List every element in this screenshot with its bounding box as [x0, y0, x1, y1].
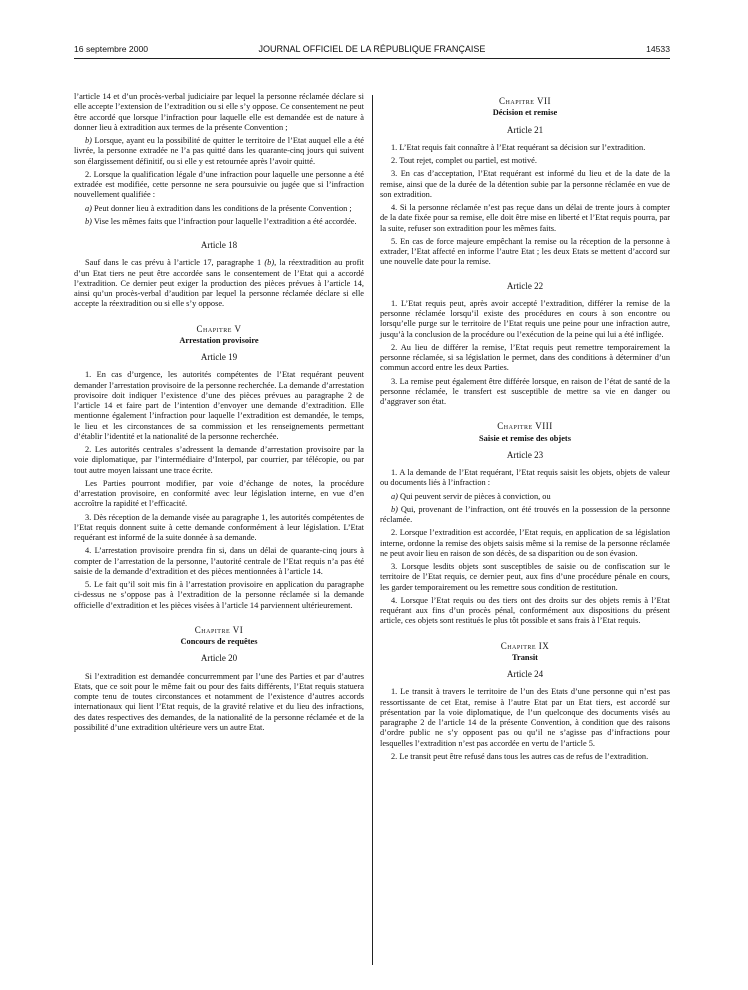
chapter-heading [380, 421, 670, 431]
item-label: b) [85, 136, 92, 145]
item-text: Qui peuvent servir de pièces à conviction, ou [397, 491, 551, 501]
item-label: a) [391, 491, 398, 501]
article-heading: Article 21 [506, 124, 544, 135]
paragraph: 4. Lorsque l’Etat requis ou des tiers ont des droits sur des objets remis à l’Etat requérant aux fins d’un procès pénal, conformément aux dispositions du présent article, ces objets sont restitués le plus tôt possible et sans frais à l’Etat requis. [380, 595, 670, 626]
paragraph [74, 204, 364, 214]
paragraph: 5. Le fait qu’il soit mis fin à l’arrestation provisoire en application du paragraphe ci-dessus ne s’oppose pas à l’extradition de la personne réclamée si la demande officielle d’extradition et les pièces visées à l’article 14 parviennent ultérieurement. [74, 580, 364, 610]
paragraph [74, 136, 364, 167]
paragraph: 3. Dès réception de la demande visée au paragraphe 1, les autorités compétentes de l’Etat requis donnent suite à cette demande conformément à leur législation. L’Etat requérant est informé de la suite donnée à sa demande. [74, 512, 364, 542]
page-number: 14533 [646, 44, 670, 54]
item-label: b) [85, 216, 92, 226]
paragraph: 2. Tout rejet, complet ou partiel, est motivé. [391, 156, 537, 165]
page-header [74, 41, 670, 59]
paragraph: 2. Lorsque l’extradition est accordée, l’Etat requis, en application de sa législation interne, ordonne la remise des objets saisis même si la remise de la personne réclamée ne peut avoir lieu en raison de son décès, de sa disparition ou de son évasion. [380, 528, 670, 558]
paragraph: 2. Lorsque la qualification légale d’une infraction pour laquelle une personne a été extradée est modifiée, cette personne ne sera poursuivie ou jugée que si l’infraction nouvellement qualifiée : [74, 169, 364, 200]
chapter-number: Chapitre V [196, 323, 242, 334]
paragraph: 1. Le transit à travers le territoire de l’un des Etats d’une personne qui n’est pas ressortissante de cet Etat, remise à l’autre Etat par un Etat tiers, est accordé sur présentation par la voie diplomatique, de l’un quelconque des documents visés au paragraphe 2 de l’article 14 de la présente Convention, à condition que des raisons d’ordre public ne s’y opposent pas ou qu’il ne s’agisse pas d’infractions pour lesquelles l’extradition n’est pas accordée en vertu de l’article 5. [380, 687, 670, 748]
paragraph-italic: (b), [264, 258, 277, 268]
paragraph: 1. En cas d’urgence, les autorités compétentes de l’Etat requérant peuvent demander l’arrestation provisoire de la personne recherchée. La demande d’arrestation provisoire doit indiquer l’existence d’une des pièces prévues au paragraphe 2 de l’article 14 et faire part de l’intention d’envoyer une demande d’extradition. Elle mentionne également l’infraction pour laquelle l’extradition est demandée, le temps, le lieu et les circonstances de sa commission et les renseignements permettant d’établir l’identité et la nationalité de la personne recherchée. [74, 370, 364, 441]
paragraph [74, 217, 364, 227]
paragraph: 4. L’arrestation provisoire prendra fin si, dans un délai de quarante-cinq jours à compter de l’arrestation de la personne, l’autorité centrale de l’Etat requis n’a pas été saisie de la demande d’extradition et des pièces mentionnées à l’article 14. [74, 546, 364, 576]
chapter-heading [380, 641, 670, 651]
chapter-heading [74, 625, 364, 635]
chapter-heading [380, 96, 670, 106]
paragraph-text: Sauf dans le cas prévu à l’article 17, paragraphe 1 [85, 258, 265, 268]
chapter-title: Concours de requêtes [180, 637, 258, 646]
paragraph: 3. La remise peut également être différée lorsque, en raison de l’état de santé de la personne réclamée, le transfert est susceptible de mettre sa vie en danger ou d’aggraver son état. [380, 376, 670, 406]
paragraph: 5. En cas de force majeure empêchant la remise ou la réception de la personne à extrader, l’Etat affecté en informe l’autre Etat ; les deux Etats se mettent d’accord sur une nouvelle date pour la remise. [380, 236, 670, 267]
item-text: Peut donner lieu à extradition dans les conditions de la présente Convention ; [91, 203, 352, 213]
header-date: 16 septembre 2000 [74, 44, 149, 54]
paragraph: Si l’extradition est demandée concurremment par l’une des Parties et par d’autres Etats, que ce soit pour le même fait ou pour des faits différents, l’Etat requis statuera compte tenu de toutes circonstances et notamment de l’existence d’autres accords internationaux qui lient l’Etat requis, de la gravité relative et du lieu des infractions, des dates respectives des demandes, de la nationalité de la personne réclamée et de la possibilité d’une extradition ultérieure vers un autre Etat. [74, 671, 364, 732]
journal-title: JOURNAL OFFICIEL DE LA RÉPUBLIQUE FRANÇAISE [258, 44, 486, 54]
paragraph: 1. L’Etat requis fait connaître à l’Etat requérant sa décision sur l’extradition. [391, 142, 646, 152]
paragraph: 3. Lorsque lesdits objets sont susceptibles de saisie ou de confiscation sur le territoire de l’Etat requis, ce dernier peut, aux fins d’une procédure pénale en cours, les garder temporairement ou les remettre sous condition de restitution. [380, 562, 670, 592]
paragraph [74, 258, 364, 309]
header-rule [74, 58, 670, 59]
chapter-number: Chapitre IX [500, 640, 550, 651]
paragraph: 2. Les autorités centrales s’adressent la demande d’arrestation provisoire par la voie diplomatique, par l’intermédiaire d’Interpol, par courrier, par télécopie, ou par tout autre moyen laissant une trace écrite. [74, 445, 364, 475]
paragraph [380, 505, 670, 526]
paragraph: 2. Le transit peut être refusé dans tous les autres cas de refus de l’extradition. [391, 751, 649, 761]
chapter-number: Chapitre VI [194, 624, 244, 635]
item-text: Vise les mêmes faits que l’infraction pour laquelle l’extradition a été accordée. [91, 216, 357, 226]
right-column [380, 92, 670, 765]
paragraph-text: la réextradition au profit d’un Etat tiers ne peut être accordée sans le consentement de l’Etat qui a accordé l’extradition. Ce dernier peut exiger la production des pièces prévues à l’article 14, ainsi qu’un procès-verbal d’audition par lequel la personne réclamée déclare si elle accepte la réextradition ou si elle s’y oppose. [74, 258, 364, 309]
item-label: b) [391, 504, 398, 514]
paragraph: l’article 14 et d’un procès-verbal judiciaire par lequel la personne réclamée déclare si elle accepte l’extension de l’extradition ou si elle s’y oppose. Ce consentement ne peut être accordé que lorsque l’infraction pour laquelle elle est demandée est de nature à donner lieu à extradition aux termes de la présente Convention ; [74, 92, 364, 132]
paragraph: 1. L’Etat requis peut, après avoir accepté l’extradition, différer la remise de la personne réclamée lorsqu’il existe des procédures en cours à son encontre ou lorsqu’elle purge sur le territoire de l’Etat requis une peine pour une infraction autre, jusqu’à la conclusion de la procédure ou l’exécution de la peine qui lui a été infligée. [380, 298, 670, 339]
item-text: Qui, provenant de l’infraction, ont été trouvés en la possession de la personne réclamée. [380, 504, 670, 524]
chapter-title: Saisie et remise des objets [479, 433, 571, 443]
left-column [74, 92, 364, 736]
article-heading: Article 20 [200, 653, 238, 664]
paragraph [380, 492, 670, 502]
chapter-title: Transit [512, 652, 538, 662]
column-divider [372, 95, 373, 965]
chapter-number: Chapitre VII [499, 96, 551, 106]
article-heading: Article 18 [200, 240, 238, 250]
article-heading: Article 19 [200, 352, 238, 362]
item-text: Lorsque, ayant eu la possibilité de quitter le territoire de l’Etat auquel elle a été livrée, la personne extradée ne l’a pas quitté dans les quarante-cinq jours qui suivent son élargissement définitif, ou si elle y est retournée après l’avoir quitté. [74, 136, 364, 166]
chapter-title: Arrestation provisoire [179, 335, 259, 345]
article-heading: Article 23 [506, 449, 544, 460]
chapter-number: Chapitre VIII [497, 421, 553, 432]
chapter-title: Décision et remise [492, 108, 558, 118]
item-label: a) [85, 203, 92, 213]
paragraph: Les Parties pourront modifier, par voie d’échange de notes, la procédure d’arrestation provisoire, en conformité avec leur législation interne, en vue d’en accroître la rapidité et l’efficacité. [74, 478, 364, 509]
paragraph: 4. Si la personne réclamée n’est pas reçue dans un délai de trente jours à compter de la date fixée pour sa remise, elle doit être mise en liberté et l’Etat requis pourra, par la suite, refuser son extradition pour les mêmes faits. [380, 203, 670, 233]
paragraph: 1. A la demande de l’Etat requérant, l’Etat requis saisit les objets, objets de valeur ou documents liés à l’infraction : [380, 468, 670, 488]
paragraph: 3. En cas d’acceptation, l’Etat requérant est informé du lieu et de la date de la remise, ainsi que de la durée de la détention subie par la personne réclamée en vue de son extradition. [380, 169, 670, 199]
paragraph: 2. Au lieu de différer la remise, l’Etat requis peut remettre temporairement la personne réclamée, si sa législation le permet, dans des conditions à déterminer d’un commun accord entre les deux Parties. [380, 342, 670, 373]
article-heading: Article 22 [506, 280, 544, 291]
article-heading: Article 24 [506, 669, 544, 679]
chapter-heading [74, 324, 364, 334]
